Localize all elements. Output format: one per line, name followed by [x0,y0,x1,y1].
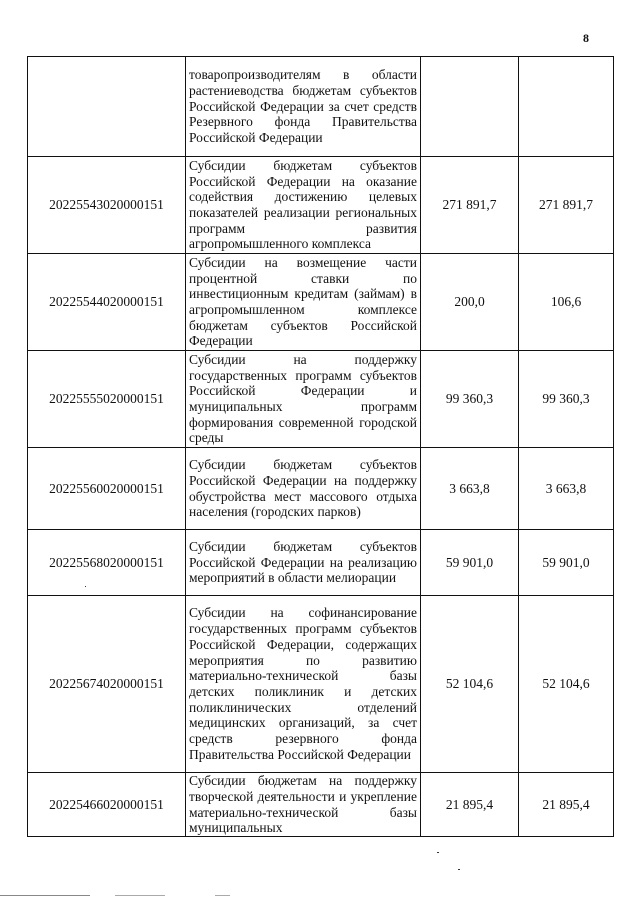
description-cell [186,351,421,448]
budget-code-cell: 20225555020000151 [28,351,186,448]
amount-cell-plan [421,57,519,157]
amount-cell-actual [519,57,614,157]
amount-cell-plan: 59 901,0 [421,530,519,596]
amount-cell-plan: 3 663,8 [421,448,519,530]
budget-code-cell: 20225544020000151 [28,254,186,351]
amount-cell-plan: 200,0 [421,254,519,351]
scan-edge-mark [0,895,90,896]
scan-speck [437,852,439,853]
table-row [28,254,614,351]
budget-code-cell: 20225560020000151 [28,448,186,530]
budget-code-cell: 20225466020000151 [28,773,186,837]
description-text: Субсидии бюджетам субъектов Российской Федерации на реализацию мероприятий в области мелиорации [189,538,417,586]
description-text: Субсидии на софинансирование государственных программ субъектов Российской Федерации, содержащих мероприятия по развитию материально-технической базы детских поликлиник и детских поликлинических отделений медицинских организаций, за счет средств резервного фонда Правительства Российской Федерации [189,605,417,762]
description-text: Субсидии на возмещение части процентной ставки по инвестиционным кредитам (займам) в агропромышленном комплексе бюджетам субъектов Российской Федерации [189,254,417,349]
amount-cell-actual: 271 891,7 [519,157,614,254]
amount-cell-actual: 21 895,4 [519,773,614,837]
table-row [28,773,614,837]
amount-cell-actual: 52 104,6 [519,596,614,773]
description-text: товаропроизводителям в области растениеводства бюджетам субъектов Российской Федерации за счет средств Резервного фонда Правительства Российской Федерации [189,67,417,146]
budget-table [27,56,614,837]
description-text: Субсидии бюджетам субъектов Российской Федерации на поддержку обустройства мест массового отдыха населения (городских парков) [189,457,417,520]
budget-table-body [28,57,614,837]
description-cell [186,254,421,351]
amount-cell-actual: 106,6 [519,254,614,351]
table-row [28,596,614,773]
description-text: Субсидии на поддержку государственных программ субъектов Российской Федерации и муниципальных программ формирования современной городской среды [189,351,417,446]
amount-cell-actual: 3 663,8 [519,448,614,530]
description-cell [186,57,421,157]
description-cell [186,773,421,837]
description-cell [186,596,421,773]
budget-code-cell: 20225543020000151 [28,157,186,254]
description-text: Субсидии бюджетам субъектов Российской Федерации на оказание содействия достижению целевых показателей реализации региональных программ развития агропромышленного комплекса [189,157,417,252]
amount-cell-actual: 99 360,3 [519,351,614,448]
scan-edge-mark [215,895,230,896]
scan-edge-mark [115,895,165,896]
description-cell [186,157,421,254]
page-number: 8 [583,31,589,45]
amount-cell-plan: 21 895,4 [421,773,519,837]
amount-cell-plan: 99 360,3 [421,351,519,448]
description-text: Субсидии бюджетам на поддержку творческой деятельности и укрепление материально-технической базы муниципальных [189,773,417,836]
description-cell [186,448,421,530]
budget-code-cell: 20225568020000151 [28,530,186,596]
table-row [28,530,614,596]
table-row [28,448,614,530]
amount-cell-plan: 52 104,6 [421,596,519,773]
scan-speck [85,586,86,587]
scan-speck [458,869,460,870]
budget-code-cell [28,57,186,157]
description-cell [186,530,421,596]
table-row [28,57,614,157]
table-row [28,157,614,254]
table-row [28,351,614,448]
budget-code-cell: 20225674020000151 [28,596,186,773]
amount-cell-plan: 271 891,7 [421,157,519,254]
amount-cell-actual: 59 901,0 [519,530,614,596]
